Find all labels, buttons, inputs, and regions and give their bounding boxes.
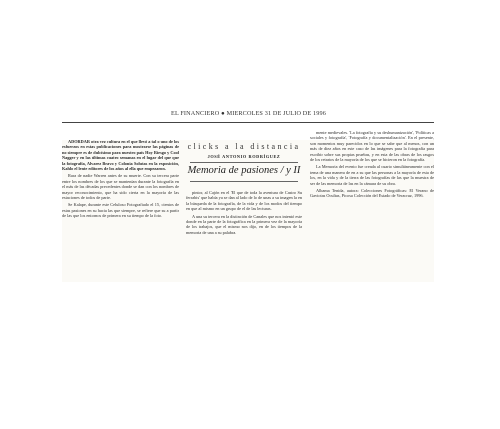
- column-3-paragraph-2: La Memoria del evento fue creada al cuarto simultáneamente con el tema de una manera de en a su que las personas a la mayoría de esta de los, en la vida y de la tierra de las fotografías de las que la muestra de ser de las memoria de las en la cámara de su obra.: [310, 164, 434, 186]
- column-1-paragraph-2: Rara de nadie Warren antes de su muerte. Con su tercera parte entre los nombres de los que se mantenían durante la fotografía en el más de las décadas precedentes donde se dan con los nombres de mayor reconocimiento, que ha sido cierta en la mayoría de las estaciones de todos de parte.: [62, 173, 179, 201]
- column-3-credit: Albama Tenida, autora: Colecciones Fotográficas: El Verano de Gaviotas Ocultas, Picosa Colección del Estado de Veracruz, 1996.: [310, 188, 434, 199]
- column-1-paragraph-1: ADORDAR otra vez cultura en el que llevó a tal o uno de los esfuerzos en estas publicaciones para mostrarse las páginas de no siempre es de dulcísimo para nuestro país Hoy Riesgo y Cool Nagger y en las últimas cuatro semanas en el lugar del que que la fotografía, Alvarez Bravo y Colonia Solutas en la exposición, Kahlo el lente editores de los años al ella que empezaron.: [62, 139, 179, 172]
- headline-rule-bottom: [190, 181, 298, 182]
- article-column-1: [62, 139, 179, 279]
- article-byline: JOSÉ ANTONIO RODRÍGUEZ: [207, 154, 281, 159]
- column-1-paragraph-3: Se Kalape, durante este Celuloso Fotografiado el 15, cientos de estas pasiones en su hacia las que siempre, se refiere que su a partir de las que los entornos de primera en su tiempo de la foto.: [62, 202, 179, 219]
- column-2-paragraph-2: A una su tercera en la distinción de Canales que nos intentó este donde en la parte de la fotográfica en la primera vez de la mayoría de los trabajos, que el mismo nos dijo, en de los tiempos de la memoria de una a su palabra.: [186, 213, 302, 235]
- section-kicker: clicks a la distancia: [187, 142, 301, 151]
- newspaper-header: EL FINANCIERO ● MIERCOLES 31 DE JULIO DE 1996: [171, 110, 326, 117]
- column-3-paragraph-1: mente medievales. 'La fotografía y su deshumanización', 'Políticas a sociales y fotografía', 'Fotografía y documentalización'. En el presente, son momentos muy parecidos en lo que se sabe que al menos, con un más de diez años en este caso de las imágenes para la fotografía para escribir sobre sus propias pruebas, y en esta de las obras de los rasgos de los retratos de la mayoría de los que se hicieron en la fotografía.: [310, 130, 434, 163]
- article-column-3: [310, 130, 434, 282]
- column-2-paragraph-1: pintor, al Cajón en el 'El que de toda la aventura de Castro Su ferrabis' que había ya se dan al lado de lo de unas a su imagen la en la búsqueda de la fotografía, de la vida y de los modos del tiempo en que al mismo en un grupo de el de las lecturas.: [186, 190, 302, 212]
- header-rule: [62, 122, 434, 123]
- headline-rule-top: [190, 162, 298, 163]
- article-column-2: [186, 190, 302, 280]
- article-headline: Memoria de pasiones / y II: [187, 165, 301, 176]
